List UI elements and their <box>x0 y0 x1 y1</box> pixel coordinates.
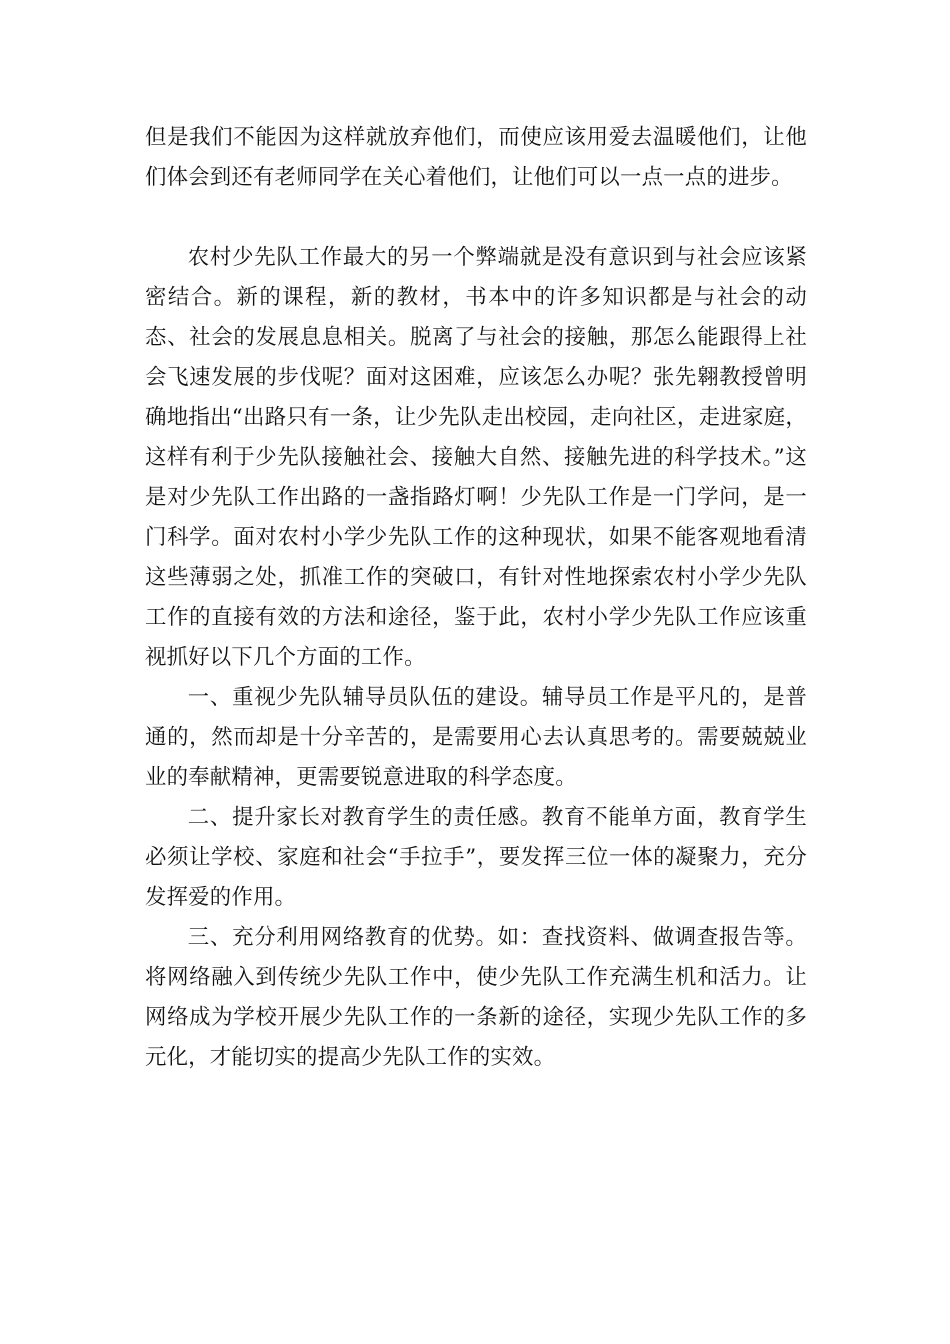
paragraph-point-three: 三、充分利用网络教育的优势。如：查找资料、做调查报告等。将网络融入到传统少先队工作中，使少先队工作充满生机和活力。让网络成为学校开展少先队工作的一条新的途径，实现少先队工作的多元化，才能切实的提高少先队工作的实效。 <box>145 925 807 1070</box>
paragraph-main: 农村少先队工作最大的另一个弊端就是没有意识到与社会应该紧密结合。新的课程，新的教材，书本中的许多知识都是与社会的动态、社会的发展息息相关。脱离了与社会的接触，那怎么能跟得上社会飞速发展的步伐呢？面对这困难，应该怎么办呢？张先翱教授曾明确地指出“出路只有一条，让少先队走出校园，走向社区，走进家庭，这样有利于少先队接触社会、接触大自然、接触先进的科学技术。”这是对少先队工作出路的一盏指路灯啊！少先队工作是一门学问，是一门科学。面对农村小学少先队工作的这种现状，如果不能客观地看清这些薄弱之处，抓准工作的突破口，有针对性地探索农村小学少先队工作的直接有效的方法和途径，鉴于此，农村小学少先队工作应该重视抓好以下几个方面的工作。 <box>145 245 807 670</box>
paragraph-point-two: 二、提升家长对教育学生的责任感。教育不能单方面，教育学生必须让学校、家庭和社会“手拉手”，要发挥三位一体的凝聚力，充分发挥爱的作用。 <box>145 805 807 910</box>
paragraph-point-one: 一、重视少先队辅导员队伍的建设。辅导员工作是平凡的，是普通的，然而却是十分辛苦的，是需要用心去认真思考的。需要兢兢业业的奉献精神，更需要锐意进取的科学态度。 <box>145 685 807 790</box>
paragraph-continuation: 但是我们不能因为这样就放弃他们，而使应该用爱去温暖他们，让他们体会到还有老师同学在关心着他们，让他们可以一点一点的进步。 <box>145 125 807 190</box>
document-body <box>145 118 807 1078</box>
paragraph-gap <box>145 198 807 238</box>
